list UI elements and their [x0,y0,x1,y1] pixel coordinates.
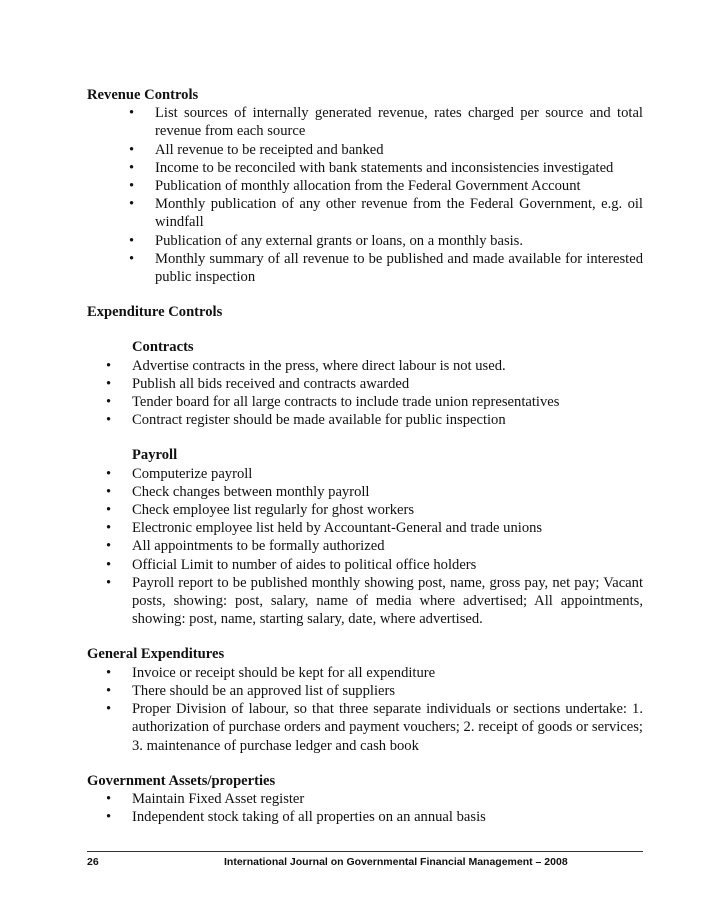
bullet-icon: • [106,502,112,519]
document-page [87,86,643,826]
list-item: • Monthly summary of all revenue to be published and made available for interested public inspection [129,250,643,286]
bullet-icon: • [106,682,112,699]
list-item: • All appointments to be formally authorized [106,538,385,555]
bullet-icon: • [106,809,112,826]
list-item: • Advertise contracts in the press, where direct labour is not used. [106,357,506,374]
page-footer [87,851,643,868]
bullet-icon: • [129,178,135,195]
bullet-icon: • [129,141,135,158]
list-item: • Publish all bids received and contracts awarded [106,375,410,392]
list-item: • Computerize payroll [106,465,253,482]
bullet-icon: • [129,196,135,213]
list-item: • Independent stock taking of all properties on an annual basis [106,809,486,826]
bullet-icon: • [106,574,112,591]
contracts-subheading: Contracts [132,339,194,356]
list-item: • List sources of internally generated revenue, rates charged per source and total revenue from each source [129,105,643,140]
bullet-icon: • [106,556,112,573]
bullet-icon: • [129,105,135,122]
list-item: • Monthly publication of any other revenue from the Federal Government, e.g. oil windfall [129,196,643,231]
list-item: • Official Limit to number of aides to political office holders [106,556,477,573]
list-item: • Contract register should be made available for public inspection [106,412,506,429]
list-item: • Maintain Fixed Asset register [106,790,305,807]
bullet-icon: • [106,465,112,482]
bullet-icon: • [129,159,135,176]
list-item: • Check changes between monthly payroll [106,483,370,500]
payroll-subheading: Payroll [132,447,178,464]
list-item: • Electronic employee list held by Accountant-General and trade unions [106,520,543,537]
bullet-icon: • [129,250,135,267]
page-number: 26 [87,856,99,868]
list-item: • Tender board for all large contracts to include trade union representatives [106,394,560,411]
bullet-icon: • [106,483,112,500]
revenue-controls-heading: Revenue Controls [87,87,199,103]
list-item: • Proper Division of labour, so that three separate individuals or sections undertake: 1. authorization of purchase orders and payment vouchers; 2. receipt of goods or services; 3. maintenance of purchase ledger and cash book [106,701,643,754]
list-item: • Income to be reconciled with bank statements and inconsistencies investigated [129,159,614,176]
bullet-icon: • [106,412,112,429]
government-assets-list [87,790,643,826]
bullet-icon: • [106,701,112,718]
list-item: • Payroll report to be published monthly showing post, name, gross pay, net pay; Vacant posts, showing: post, salary, name of media where advertised; All appointments, showing: post, name, starting salary, date, where advertised. [106,574,643,628]
bullet-icon: • [106,357,112,374]
bullet-icon: • [129,232,135,249]
payroll-list [87,465,643,629]
general-expenditures-list [87,664,643,755]
list-item: • Invoice or receipt should be kept for all expenditure [106,664,436,681]
bullet-icon: • [106,394,112,411]
list-item: • Publication of monthly allocation from the Federal Government Account [129,178,581,195]
list-item: • Publication of any external grants or loans, on a monthly basis. [129,232,524,249]
revenue-controls-list [87,104,643,286]
contracts-list [87,357,643,430]
bullet-icon: • [106,664,112,681]
bullet-icon: • [106,375,112,392]
expenditure-controls-heading: Expenditure Controls [87,304,223,321]
government-assets-heading: Government Assets/properties [87,772,276,789]
list-item: • All revenue to be receipted and banked [129,141,384,158]
list-item: • Check employee list regularly for ghost workers [106,502,415,519]
general-expenditures-heading: General Expenditures [87,646,225,663]
bullet-icon: • [106,520,112,537]
bullet-icon: • [106,790,112,807]
journal-title: International Journal on Governmental Financial Management – 2008 [224,856,568,868]
list-item: • There should be an approved list of suppliers [106,682,396,699]
bullet-icon: • [106,538,112,555]
